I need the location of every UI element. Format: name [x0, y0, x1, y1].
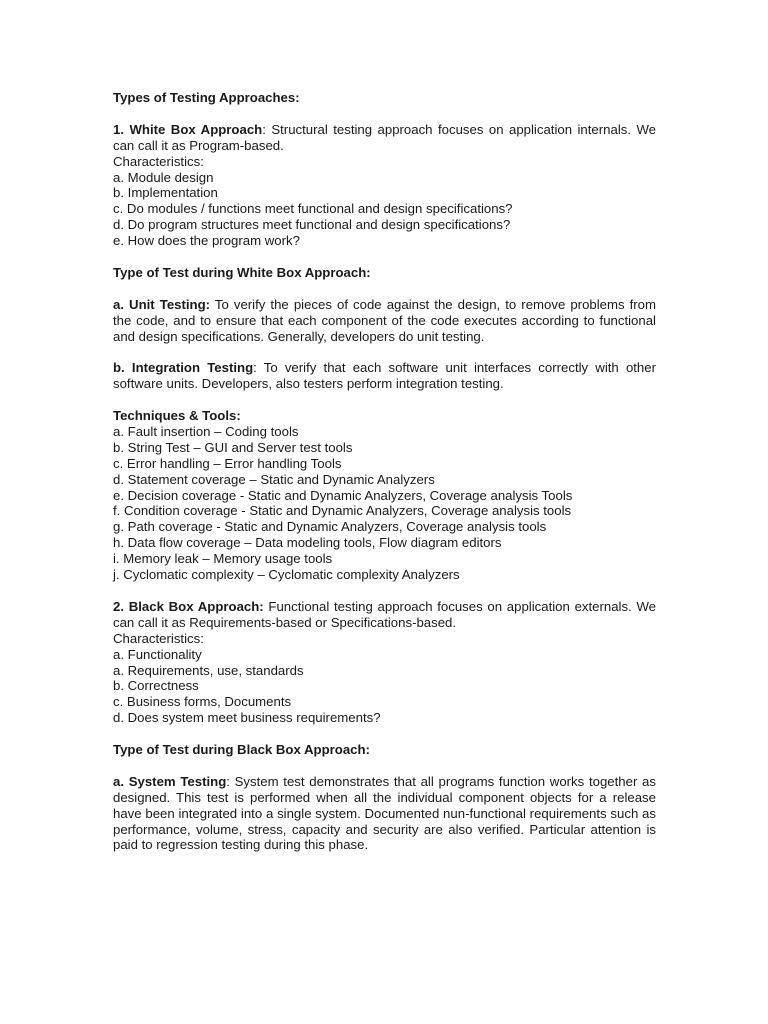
white-box-characteristic-item: a. Module design	[113, 169, 214, 185]
unit-testing-text: To verify the pieces of code against the design, to remove problems from the code, and to ensure that each component of the code executes according to functional and design specifications. Generally, developers do unit testing.	[113, 296, 657, 344]
integration-testing-label: b. Integration Testing	[113, 360, 254, 376]
black-box-label: 2. Black Box Approach:	[113, 598, 264, 614]
integration-testing-paragraph	[113, 360, 656, 392]
technique-item: g. Path coverage - Static and Dynamic Analyzers, Coverage analysis tools	[113, 519, 547, 535]
spacer	[113, 281, 656, 297]
unit-testing-label: a. Unit Testing:	[113, 296, 211, 312]
white-box-intro	[113, 122, 656, 154]
spacer	[113, 583, 656, 599]
document-page	[113, 90, 656, 853]
white-box-label: 1. White Box Approach	[113, 121, 263, 137]
black-box-description: Functional testing approach focuses on application externals. We can call it as Requirements-based or Specifications-based.	[113, 598, 656, 630]
white-box-separator: :	[262, 121, 266, 137]
technique-item: i. Memory leak – Memory usage tools	[113, 551, 333, 567]
black-box-characteristic-item: d. Does system meet business requirements?	[113, 710, 381, 726]
white-box-characteristic-item: b. Implementation	[113, 185, 218, 201]
system-testing-paragraph	[113, 774, 656, 854]
black-box-characteristics-label: Characteristics:	[113, 630, 204, 646]
system-testing-text: : System test demonstrates that all programs function works together as designed. This test is performed when all the individual component objects for a release have been integrated into a single system. Documented nun-functional requirements such as performance, volume, stress, capacity and security are also verified. Particular attention is paid to regression testing during this phase.	[113, 773, 656, 853]
white-box-description: Structural testing approach focuses on application internals. We can call it as Program-based.	[113, 121, 656, 153]
black-box-intro	[113, 599, 656, 631]
technique-item: e. Decision coverage - Static and Dynamic Analyzers, Coverage analysis Tools	[113, 487, 573, 503]
unit-testing-paragraph	[113, 297, 656, 345]
white-box-characteristic-item: e. How does the program work?	[113, 233, 300, 249]
spacer	[113, 726, 656, 742]
black-box-characteristic-item: c. Business forms, Documents	[113, 694, 292, 710]
black-box-tests-heading: Type of Test during Black Box Approach:	[113, 742, 370, 758]
integration-testing-text: : To verify that each software unit interfaces correctly with other software units. Developers, also testers perform integration testing.	[113, 360, 656, 392]
black-box-characteristic-item: a. Requirements, use, standards	[113, 662, 304, 678]
techniques-heading: Techniques & Tools:	[113, 408, 241, 424]
spacer	[113, 249, 656, 265]
technique-item: b. String Test – GUI and Server test tools	[113, 439, 353, 455]
white-box-tests-heading: Type of Test during White Box Approach:	[113, 264, 371, 280]
technique-item: a. Fault insertion – Coding tools	[113, 423, 299, 439]
spacer	[113, 392, 656, 408]
technique-item: c. Error handling – Error handling Tools	[113, 455, 342, 471]
technique-item: f. Condition coverage - Static and Dynamic Analyzers, Coverage analysis tools	[113, 503, 572, 519]
white-box-characteristic-item: d. Do program structures meet functional and design specifications?	[113, 217, 511, 233]
spacer	[113, 758, 656, 774]
system-testing-label: a. System Testing	[113, 773, 227, 789]
technique-item: j. Cyclomatic complexity – Cyclomatic complexity Analyzers	[113, 567, 460, 583]
black-box-characteristic-item: b. Correctness	[113, 678, 199, 694]
document-title: Types of Testing Approaches:	[113, 90, 300, 105]
white-box-characteristics-label: Characteristics:	[113, 153, 204, 169]
technique-item: h. Data flow coverage – Data modeling tools, Flow diagram editors	[113, 535, 502, 551]
white-box-characteristic-item: c. Do modules / functions meet functional and design specifications?	[113, 201, 513, 217]
black-box-characteristic-item: a. Functionality	[113, 646, 202, 662]
technique-item: d. Statement coverage – Static and Dynamic Analyzers	[113, 471, 435, 487]
spacer	[113, 106, 656, 122]
spacer	[113, 344, 656, 360]
